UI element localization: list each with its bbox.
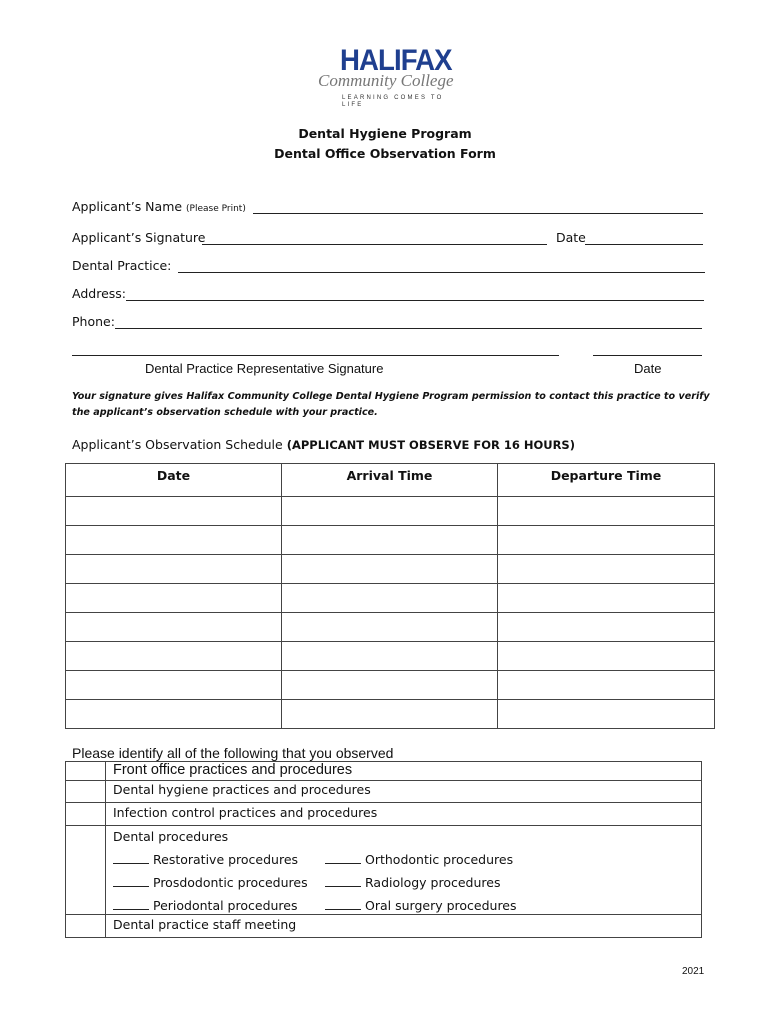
oral-surgery-blank[interactable] <box>325 897 361 910</box>
arrival-cell[interactable] <box>282 497 498 526</box>
date-cell[interactable] <box>66 700 282 729</box>
prosdodontic-blank[interactable] <box>113 874 149 887</box>
applicant-date-label: Date <box>556 230 586 245</box>
radiology-blank[interactable] <box>325 874 361 887</box>
periodontal-label: Periodontal procedures <box>153 898 298 913</box>
orthodontic-label: Orthodontic procedures <box>365 852 514 867</box>
date-cell[interactable] <box>66 555 282 584</box>
arrival-cell[interactable] <box>282 613 498 642</box>
front-office-item: Front office practices and procedures <box>106 762 702 781</box>
address-line[interactable] <box>126 300 704 301</box>
schedule-heading <box>72 437 575 453</box>
column-departure-time: Departure Time <box>498 464 715 497</box>
date-cell[interactable] <box>66 526 282 555</box>
table-row <box>66 497 715 526</box>
arrival-cell[interactable] <box>282 584 498 613</box>
departure-cell[interactable] <box>498 700 715 729</box>
dental-procedures-checkbox[interactable] <box>66 826 106 915</box>
infection-control-checkbox[interactable] <box>66 803 106 826</box>
oral-surgery-label: Oral surgery procedures <box>365 898 517 913</box>
arrival-cell[interactable] <box>282 555 498 584</box>
table-row <box>66 671 715 700</box>
applicant-name-line[interactable] <box>253 213 703 214</box>
representative-signature-label: Dental Practice Representative Signature <box>145 361 384 376</box>
applicant-signature-line[interactable] <box>202 244 547 245</box>
date-cell[interactable] <box>66 642 282 671</box>
departure-cell[interactable] <box>498 671 715 700</box>
column-arrival-time: Arrival Time <box>282 464 498 497</box>
dental-procedures-label: Dental procedures <box>113 829 229 844</box>
procedure-row <box>113 874 701 891</box>
table-row <box>66 642 715 671</box>
date-cell[interactable] <box>66 671 282 700</box>
arrival-cell[interactable] <box>282 671 498 700</box>
table-row <box>66 613 715 642</box>
applicant-name-hint: (Please Print) <box>186 204 246 214</box>
form-title: Dental Office Observation Form <box>274 146 496 161</box>
address-label: Address: <box>72 286 126 301</box>
applicant-name-text: Applicant’s Name <box>72 199 183 214</box>
procedure-row <box>113 897 701 914</box>
arrival-cell[interactable] <box>282 700 498 729</box>
representative-date-label: Date <box>634 361 662 376</box>
schedule-heading-note: (APPLICANT MUST OBSERVE FOR 16 HOURS) <box>286 438 575 452</box>
departure-cell[interactable] <box>498 497 715 526</box>
table-row <box>66 526 715 555</box>
date-cell[interactable] <box>66 497 282 526</box>
list-item <box>66 781 702 803</box>
hygiene-item: Dental hygiene practices and procedures <box>106 781 702 803</box>
applicant-signature-label: Applicant’s Signature <box>72 230 206 245</box>
dental-procedures-item <box>106 826 702 915</box>
staff-meeting-checkbox[interactable] <box>66 915 106 938</box>
phone-line[interactable] <box>115 328 702 329</box>
departure-cell[interactable] <box>498 526 715 555</box>
radiology-label: Radiology procedures <box>365 875 501 890</box>
footer-year: 2021 <box>682 966 705 977</box>
list-item <box>66 915 702 938</box>
arrival-cell[interactable] <box>282 526 498 555</box>
periodontal-blank[interactable] <box>113 897 149 910</box>
table-row <box>66 584 715 613</box>
logo-name-top: HALIFAX <box>340 44 452 77</box>
representative-date-line[interactable] <box>593 355 702 356</box>
table-row <box>66 555 715 584</box>
logo-tagline: LEARNING COMES TO LIFE <box>342 95 444 108</box>
observation-schedule-table <box>65 463 715 729</box>
restorative-label: Restorative procedures <box>153 852 299 867</box>
schedule-heading-text: Applicant’s Observation Schedule <box>72 437 283 452</box>
representative-signature-line[interactable] <box>72 355 559 356</box>
list-item <box>66 762 702 781</box>
logo-name-bottom: Community College <box>318 71 454 90</box>
dental-practice-line[interactable] <box>178 272 705 273</box>
applicant-date-line[interactable] <box>585 244 703 245</box>
restorative-blank[interactable] <box>113 851 149 864</box>
infection-control-item: Infection control practices and procedures <box>106 803 702 826</box>
date-cell[interactable] <box>66 584 282 613</box>
prosdodontic-label: Prosdodontic procedures <box>153 875 308 890</box>
departure-cell[interactable] <box>498 642 715 671</box>
phone-label: Phone: <box>72 314 115 329</box>
permission-notice: Your signature gives Halifax Community College Dental Hygiene Program permission to contact this practice to verify the applicant’s observation schedule with your practice. <box>72 391 710 418</box>
observed-checklist-table <box>65 761 702 938</box>
front-office-checkbox[interactable] <box>66 762 106 781</box>
departure-cell[interactable] <box>498 555 715 584</box>
observed-heading: Please identify all of the following that you observed <box>72 745 394 761</box>
table-header-row <box>66 464 715 497</box>
table-row <box>66 700 715 729</box>
list-item <box>66 803 702 826</box>
orthodontic-blank[interactable] <box>325 851 361 864</box>
date-cell[interactable] <box>66 613 282 642</box>
departure-cell[interactable] <box>498 584 715 613</box>
arrival-cell[interactable] <box>282 642 498 671</box>
list-item <box>66 826 702 915</box>
college-logo <box>318 44 458 108</box>
staff-meeting-item: Dental practice staff meeting <box>106 915 702 938</box>
column-date: Date <box>66 464 282 497</box>
program-title: Dental Hygiene Program <box>298 126 472 141</box>
dental-practice-label: Dental Practice: <box>72 258 172 273</box>
procedure-row <box>113 851 701 868</box>
hygiene-checkbox[interactable] <box>66 781 106 803</box>
applicant-name-label <box>72 199 246 217</box>
departure-cell[interactable] <box>498 613 715 642</box>
